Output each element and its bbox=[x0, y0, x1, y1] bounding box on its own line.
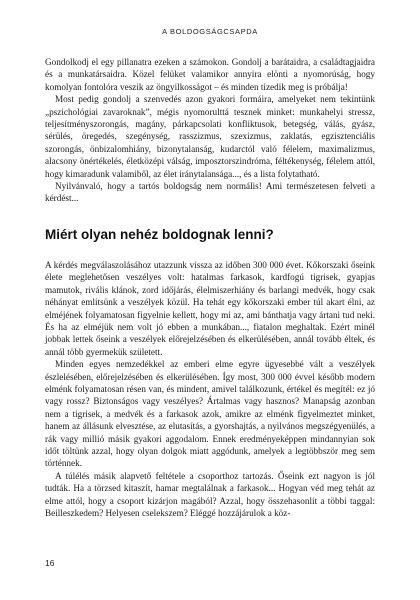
running-head: A BOLDOGSÁGCSAPDA bbox=[162, 27, 258, 36]
paragraph: Gondolkodj el egy pillanatra ezeken a számokon. Gondolj a barátaidra, a családtagjaidra és a munkatársaidra. Közel felüket valamikor annyira elönti a nyomorúság, hogy komolyan fontolóra veszik az öngyilkosságot – és minden tizedik meg is próbálja! bbox=[45, 57, 375, 92]
paragraph: A túlélés másik alapvető feltétele a csoporthoz tartozás. Őseink ezt nagyon is jól tudták. Ha a törzsed kitaszít, hamar megtalálnak a farkasok... Hogyan véd meg tehát az elme attól, hogy a csoport kizárjon magából? Azzal, hogy összehasonlít a többi taggal: Beilleszkedem? Helyesen cselekszem? Eléggé hozzájárulok a köz- bbox=[45, 470, 375, 518]
paragraph: A kérdés megválaszolásához utazzunk vissza az időben 300 000 évet. Kőkorszaki őseink élete meglehetősen veszélyes volt: hatalmas farkasok, kardfogú tigrisek, gyapjas mamutok, rivális klánok, zord időjárás, élelmiszerhiány és barlangi medvék, hogy csak néhányat említsünk a veszélyek közül. Ha tehát egy kőkorszaki ember túl akart élni, az elméjének folyamatosan figyelnie kellett, hogy mi az, ami bánthatja vagy ártani tud neki. És ha az elméjük nem volt jó ebben a munkában..., fiatalon meghaltak. Ezért minél jobbak lettek őseink a veszélyek előrejelzésében és elkerülésében, annál tovább éltek, és annál több gyermekük született. bbox=[45, 259, 375, 357]
paragraph: Most pedig gondolj a szenvedés azon gyakori formáira, amelyeket nem tekintünk „pszichológiai zavaroknak”, mégis nyomorulttá tesznek minket: munkahelyi stressz, teljesítményszorongás, magány, párkapcsolati konfliktusok, betegség, válás, gyász, sérülés, öregedés, szegénység, rasszizmus, szexizmus, zaklatás, egzisztenciális szorongás, önbizalomhiány, bizonytalanság, kudarctól való félelem, maximalizmus, alacsony önértékelés, életközépi válság, imposztorszindróma, féltékenység, félelem attól, hogy kimaradunk valamiből, az élet iránytalansága..., és a lista folytatható. bbox=[45, 94, 375, 179]
section-heading: Miért olyan nehéz boldognak lenni? bbox=[45, 226, 274, 242]
body-text bbox=[45, 56, 375, 519]
paragraph: Minden egyes nemzedékkel az emberi elme egyre ügyesebbé vált a veszélyek észlelésében, előrejelzésében és elkerülésében. Így most, 300 000 évvel később modern elménk folyamatosan résen van, és mindent, amivel találkozunk, értékel és megítél: ez jó vagy rossz? Biztonságos vagy veszélyes? Ártalmas vagy hasznos? Manapság azonban nem a tigrisek, a medvék és a farkasok azok, amikre az elménk figyelmeztet minket, hanem az állásunk elvesztése, az elutasítás, a gyorshajtás, a nyilvános megszégyenülés, a rák vagy millió másik gyakori aggodalom. Ennek eredményeképpen mindannyian sok időt töltünk azzal, hogy olyan dolgok miatt aggódunk, amelyek a legtöbbször meg sem történnek. bbox=[45, 359, 375, 469]
page-number: 16 bbox=[45, 558, 55, 568]
paragraph: Nyilvánvaló, hogy a tartós boldogság nem normális! Ami természetesen felveti a kérdést... bbox=[45, 181, 375, 204]
